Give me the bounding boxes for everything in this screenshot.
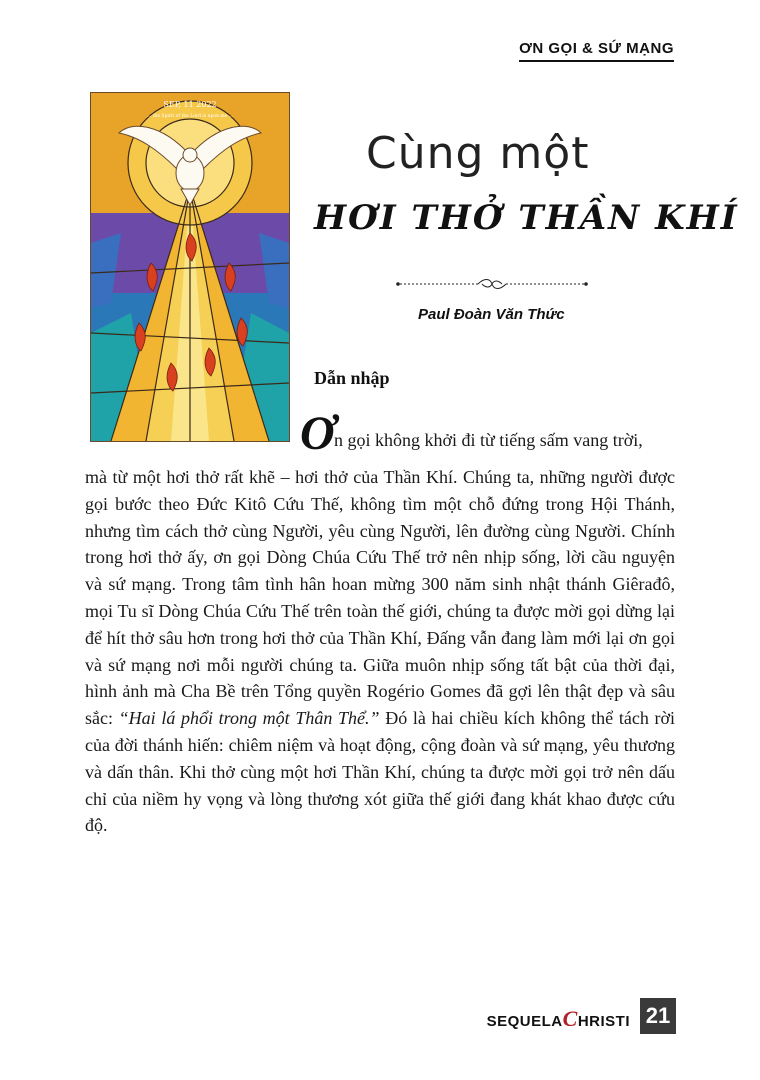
body-paragraph: [85, 464, 675, 839]
artwork-caption: ... the Spirit of the Lord is upon me ...: [146, 114, 234, 119]
section-header: ƠN GỌI & SỨ MẠNG: [519, 40, 674, 62]
brand-left: SEQUELA: [486, 1013, 563, 1030]
page-number: 21: [640, 998, 676, 1034]
quote-text: “Hai lá phổi trong một Thân Thể.”: [118, 708, 380, 729]
body-text-part-2: Đó là hai chiều kích không thể tách rời của đời thánh hiến: chiêm niệm và hoạt động, cộng đoàn và sứ mạng, yêu thương và dấn thân. Khi thở cùng một hơi Thần Khí, chúng ta được mời gọi trở nên dấu chỉ của niềm hy vọng và lòng thương xót giữa thế giới đang khát khao được cứu độ.: [85, 708, 676, 836]
magazine-brand: [487, 1006, 630, 1032]
body-text-part-1: mà từ một hơi thở rất khẽ – hơi thở của Thần Khí. Chúng ta, những người được gọi bước theo Đức Kitô Cứu Thế, không tìm một chỗ đứng trong Hội Thánh, nhưng tìm cách thở cùng Người, yêu cùng Người, lên đường cùng Người. Chính trong hơi thở ấy, ơn gọi Dòng Chúa Cứu Thế trở nên nhịp sống, lời cầu nguyện và sứ mạng. Trong tâm tình hân hoan mừng 300 năm sinh nhật thánh Giêrađô, mọi Tu sĩ Dòng Chúa Cứu Thế trên toàn thế giới, chúng ta được mời gọi dừng lại để hít thở sâu hơn trong hơi thở của Thần Khí, Đấng vẫn đang làm mới lại ơn gọi và sứ mạng nơi mỗi người chúng ta. Giữa muôn nhịp sống tất bật của thời đại, hình ảnh mà Cha Bề trên Tổng quyền Rogério Gomes đã gợi lên thật đẹp và sâu sắc:: [85, 467, 675, 729]
stained-glass-dove-image: [90, 92, 290, 442]
ornamental-divider: [394, 278, 590, 290]
brand-right: HRISTI: [577, 1013, 630, 1030]
author-byline: Paul Đoàn Văn Thức: [418, 306, 565, 323]
intro-heading: Dẫn nhập: [314, 368, 390, 388]
brand-c-mark: C: [562, 1006, 578, 1031]
artwork-date: SEP, 11 2022: [163, 100, 217, 109]
title-line-2: HƠI THỞ THẦN KHÍ: [314, 198, 739, 238]
first-line-text: n gọi không khởi đi từ tiếng sấm vang trời,: [334, 430, 643, 450]
title-line-1: Cùng một: [366, 128, 590, 179]
drop-cap: Ơ: [300, 407, 335, 460]
